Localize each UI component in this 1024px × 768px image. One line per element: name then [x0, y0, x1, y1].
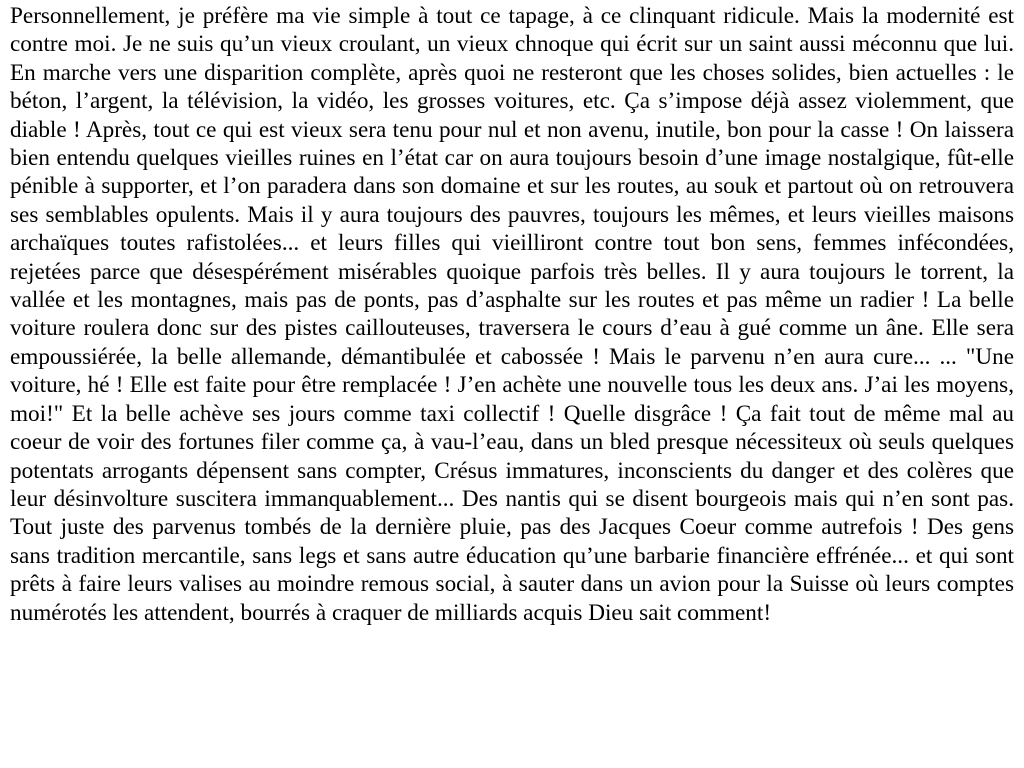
body-paragraph: Personnellement, je préfère ma vie simple à tout ce tapage, à ce clinquant ridicule. Mais la modernité est contre moi. Je ne suis qu’un vieux croulant, un vieux chnoque qui écrit sur un saint aussi méconnu que lui. En marche vers une disparition complète, après quoi ne resteront que les choses solides, bien actuelles : le béton, l’argent, la télévision, la vidéo, les grosses voitures, etc. Ça s’impose déjà assez violemment, que diable ! Après, tout ce qui est vieux sera tenu pour nul et non avenu, inutile, bon pour la casse ! On laissera bien entendu quelques vieilles ruines en l’état car on aura toujours besoin d’une image nostalgique, fût-elle pénible à supporter, et l’on paradera dans son domaine et sur les routes, au souk et partout où on retrouvera ses semblables opulents. Mais il y aura toujours des pauvres, toujours les mêmes, et leurs vieilles maisons archaïques toutes rafistolées... et leurs filles qui vieilliront contre tout bon sens, femmes infécondées, rejetées parce que désespérément misérables quoique parfois très belles. Il y aura toujours le torrent, la vallée et les montagnes, mais pas de ponts, pas d’asphalte sur les routes et pas même un radier ! La belle voiture roulera donc sur des pistes caillouteuses, traversera le cours d’eau à gué comme un âne. Elle sera empoussiérée, la belle allemande, démantibulée et cabossée ! Mais le parvenu n’en aura cure... ... "Une voiture, hé ! Elle est faite pour être remplacée ! J’en achète une nouvelle tous les deux ans. J’ai les moyens, moi!" Et la belle achève ses jours comme taxi collectif ! Quelle disgrâce ! Ça fait tout de même mal au coeur de voir des fortunes filer comme ça, à vau-l’eau, dans un bled presque nécessiteux où seuls quelques potentats arrogants dépensent sans compter, Crésus immatures, inconscients du danger et des colères que leur désinvolture suscitera immanquablement... Des nantis qui se disent bourgeois mais qui n’en sont pas. Tout juste des parvenus tombés de la dernière pluie, pas des Jacques Coeur comme autrefois ! Des gens sans tradition mercantile, sans legs et sans autre éducation qu’une barbarie financière effrénée... et qui sont prêts à faire leurs valises au moindre remous social, à sauter dans un avion pour la Suisse où leurs comptes numérotés les attendent, bourrés à craquer de milliards acquis Dieu sait comment!: [10, 3, 1014, 626]
